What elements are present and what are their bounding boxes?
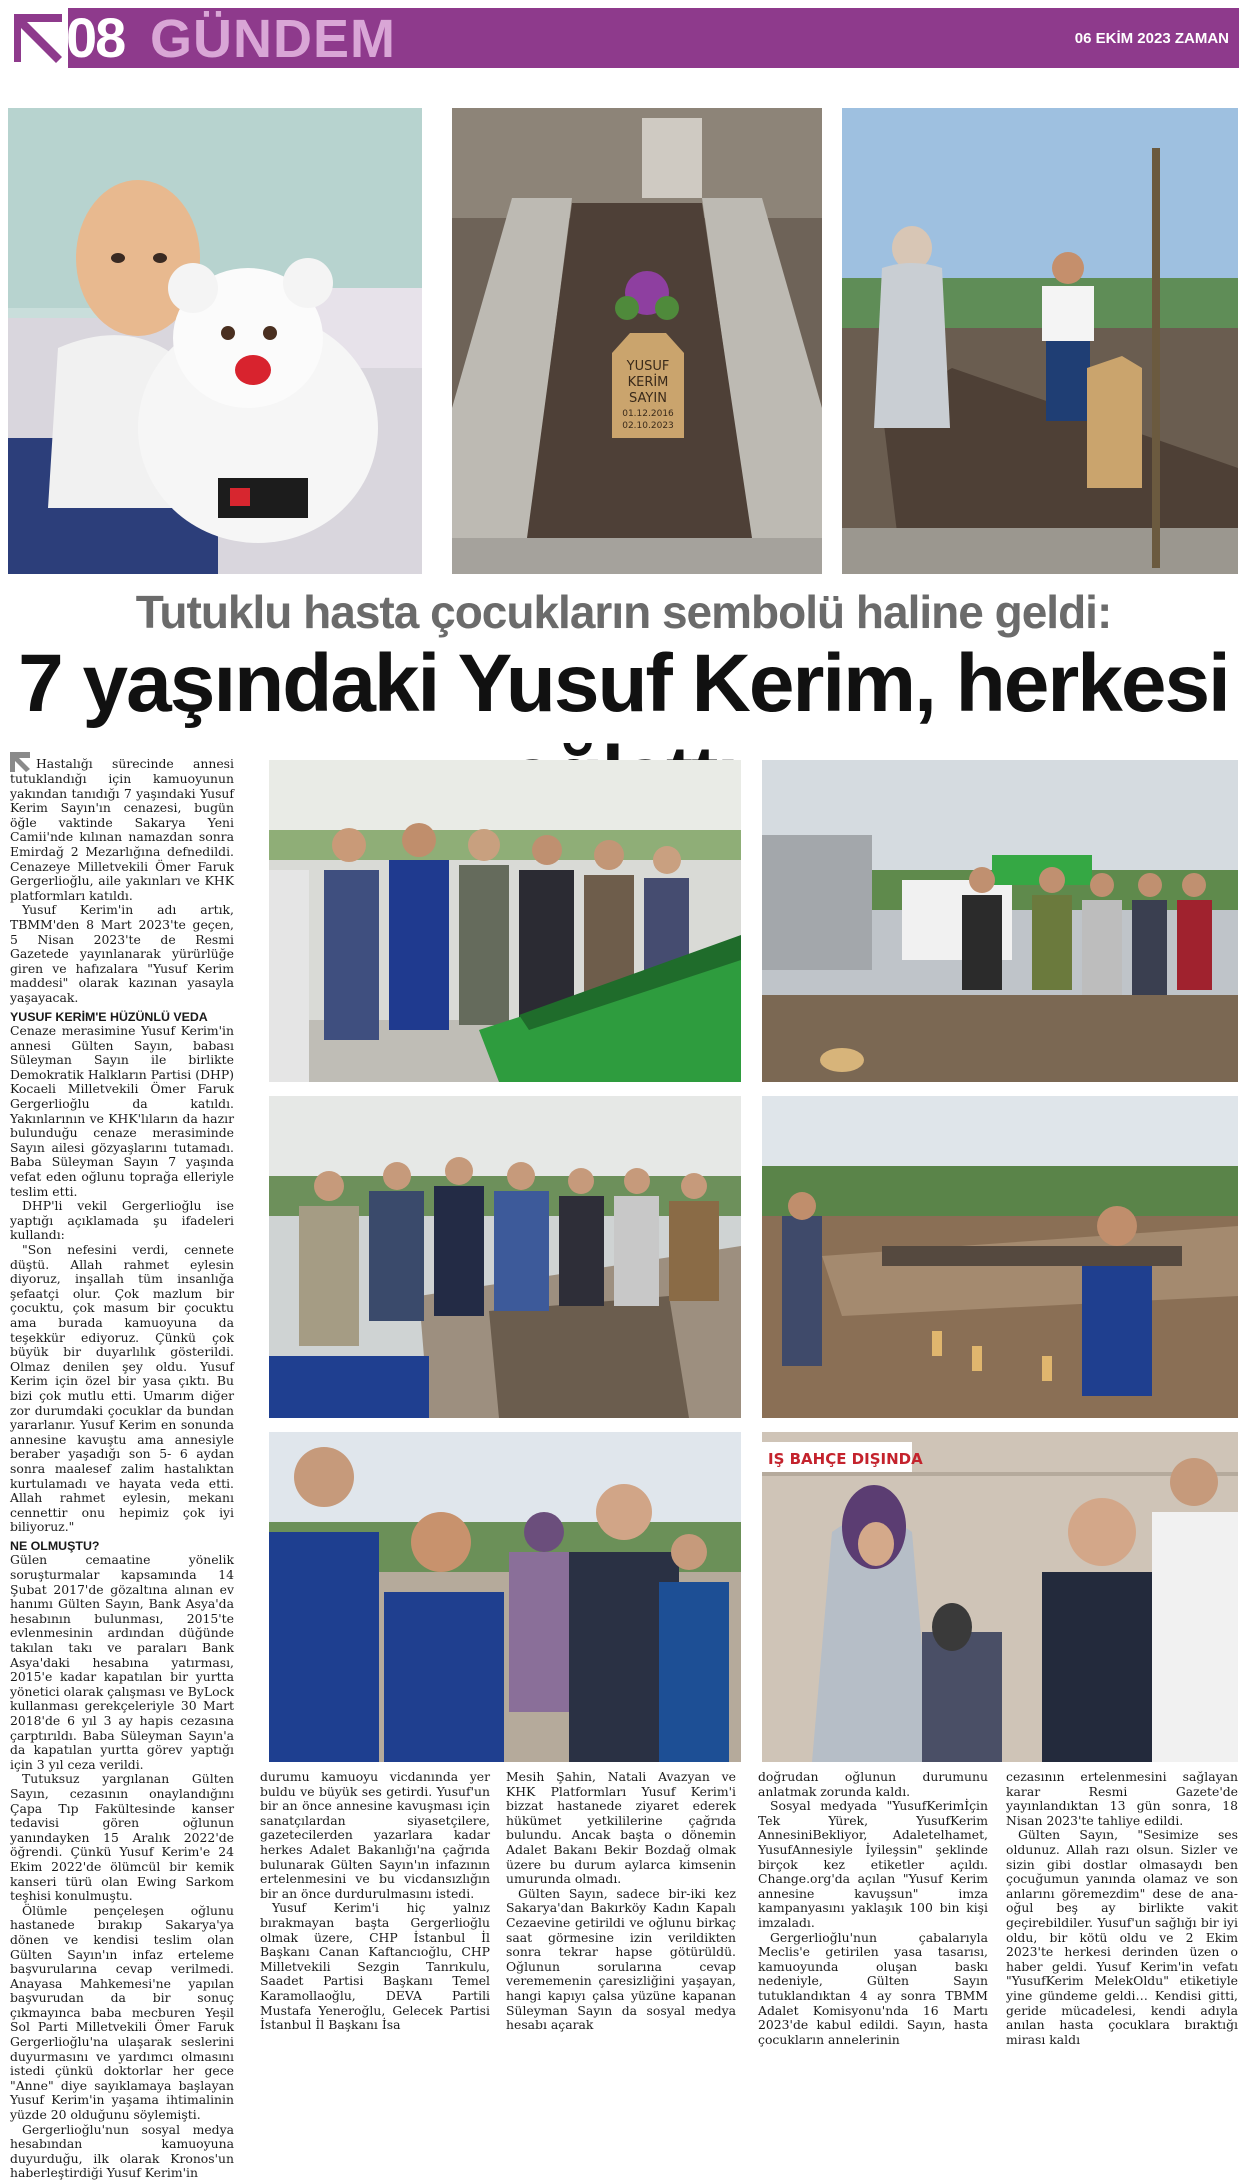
grave-marker-line-5: 02.10.2023 [622,421,674,431]
article-quote: "Son nefesini verdi, cennete düştü. Allah rahmet eylesin diyoruz, inşallah tüm insanlığa şefaatçi olur. Çok mazlum bir çocuktu, çok masum bir çocuktu ama burada kamuoyuna da teşekkür ediyoruz. Çünkü çok büyük bir duyarlılık gösterildi. Olmaz denilen şey oldu. Yusuf Kerim için özel bir yasa çıktı. Bu bizi çok mutlu etti. Umarım diğer zor durumdaki çocuklar da bundan yararlanır. Yusuf Kerim en sonunda annesine kavuştu ama annesiyle beraber yaşadığı son 5- 6 aydan sonra maalesef zalim hastalıktan kurtulamadı ve hayata veda etti. Allah rahmet eylesin, mekanı cennettir onu hepimiz çok iyi biliyoruz." [10,1242,234,1535]
article-paragraph: doğrudan oğlunun durumunu anlatmak zorunda kaldı. [758,1769,988,1799]
article-column-4 [758,1769,988,2047]
photo-condolence [269,1432,741,1762]
subheading-background: NE OLMUŞTU? [10,1538,100,1553]
headline-kicker: Tutuklu hasta çocukların sembolü haline geldi: [135,586,1112,638]
subheading-farewell: YUSUF KERİM'E HÜZÜNLÜ VEDA [10,1009,208,1024]
article-column-2 [260,1769,490,2033]
article-paragraph: durumu kamuoyu vicdanında yer buldu ve büyük ses getirdi. Yusuf'un bir an önce annesine kavuşması için sanatçılardan siyasetçilere, gazetecilerden yazarlara kadar herkes Adalet Bakanlığı'na çağrıda bulunarak Gülten Sayın'ın infazının ertelenmesini ve bu vicdansızlığın bir an önce durdurulmasını istedi. [260,1769,490,1901]
article-paragraph: Mesih Şahin, Natali Avazyan ve KHK Platformları Yusuf Kerim'i bizzat hastanede ziyaret ederek hükümet yetkililerine çağrıda bulundu. Ancak başta o dönemin Adalet Bakanı Bekir Bozdağ olmak üzere bu durum aylarca kimsenin umurunda olmadı. [506,1769,736,1887]
grave-marker-line-4: 01.12.2016 [622,409,674,419]
article-paragraph: Gülten Sayın, "Sesimize ses oldunuz. Allah razı olsun. Sizler ve sizin gibi dostlar olmasaydı ben çocuğumun yanında olamaz ve son anlarını göremezdim" dese de ana-oğul beş ay birlikte vakit geçirebildiler. Yusuf'un sağlığı bir iyi oldu, bir kötü oldu ve 2 Ekim 2023'te herkesi derinden üzen o haber geldi. Yusuf Kerim'in vefatı "YusufKerim MelekOldu" etiketiyle yine gündeme geldi… Kendisi gitti, geride mücadelesi, kendi adıyla anılan hasta çocuklara bıraktığı mirası kaldı [1006,1827,1238,2047]
issue-date: 06 EKİM 2023 ZAMAN [1074,30,1229,47]
photo-child-teddy-bear [8,108,422,574]
arrow-corner-icon [8,8,68,68]
article-paragraph: Gülten Sayın, sadece bir-iki kez Sakarya'dan Bakırköy Kadın Kapalı Cezaevine getirildi ve oğlunu birkaç saat görmesine izin verildikten sonra tekrar hapse götürüldü. Oğlunun sorularına cevap verememenin çaresizliğini yaşayan, hangi kapıyı çalsa yüzüne kapanan Süleyman Sayın da sosyal medya hesabı açarak [506,1885,736,2033]
article-paragraph: Gülen cemaatine yönelik soruşturmalar kapsamında 14 Şubat 2017'de gözaltına alınan ev hanımı Gülten Sayın, Bank Asya'da hesabının bulunması, 2015'te evlenmesinin ardından düğünde takılan takı ve paraları Bank Asya'daki hesabına yatırması, 2015'e kadar kapatılan bir yurtta yönetici olarak çalışması ve ByLock kullanması gerekçeleriyle 30 Mart 2018'de 6 yıl 3 ay hapis cezasına çarptırıldı. Baba Süleyman Sayın'a da kapatılan yurtta görev yaptığı için 3 yıl ceza verildi. [10,1552,234,1772]
article-column-1 [10,752,234,2181]
article-paragraph: Gergerlioğlu'nun çabalarıyla Meclis'e getirilen yasa tasarısı, kamuoyunda oluşan baskı nedeniyle, Gülten Sayın tutuklandıktan 4 ay sonra TBMM Adalet Komisyonu'nda 16 Martı 2023'de kabul edildi. Sayın, hasta çocukların annelerinin [758,1929,988,2047]
article-paragraph: cezasının ertelenmesini sağlayan karar Resmi Gazete'de yayınlandıktan 13 gün sonra, 18 Nisan 2023'te tahliye edildi. [1006,1769,1238,1828]
grave-marker-line-2: KERİM [627,375,669,390]
article-paragraph: Yusuf Kerim'i hiç yalnız bırakmayan başta Gergerlioğlu olmak üzere, CHP İstanbul İl Başkanı Canan Kaftancıoğlu, CHP Milletvekili Sezgin Tanrıkulu, Saadet Partisi Başkanı Temel Karamollaoğlu, DEVA Partili Mustafa Yeneroğlu, Gelecek Partisi İstanbul İl Başkanı İsa [260,1900,490,2033]
page-number: 08 [66,6,125,69]
photo-burial [269,1096,741,1418]
grave-marker-line-3: SAYIN [629,391,667,406]
photo-grave-wooden-marker [452,108,822,574]
photo-funeral-prayer [269,760,741,1082]
article-paragraph: Cenaze merasimine Yusuf Kerim'in annesi Gülten Sayın, babası Süleyman Sayın ile birlikte Demokratik Halkların Partisi (DHP) Kocaeli Milletvekili Ömer Faruk Gergerlioğlu da katıldı. Yakınlarının ve KHK'lıların da hazır bulunduğu cenaze merasiminde Sayın ailesi gözyaşlarını tutamadı. Baba Süleyman Sayın 7 yaşında vefat eden oğlunu toprağa elleriyle teslim etti. [10,1023,234,1199]
headline-title: 7 yaşındaki Yusuf Kerim, herkesi [18,638,1229,729]
article-paragraph: Ölümle pençeleşen oğlunu hastanede bırakıp Sakarya'ya dönen ve kendisi teslim olan Gülten Sayın'ın infaz erteleme başvurularına cevap verilmedi. Anayasa Mahkemesi'ne yapılan başvurudan da bir sonuç çıkmayınca baba mecburen Yeşil Sol Parti Milletvekili Ömer Faruk Gergerlioğlu'na ulaşarak seslerini duyurmasını ve yardımcı olmasını istedi çünkü doktorlar her gece "Anne" diye sayıklamaya başlayan Yusuf Kerim'in yaşama ihtimalinin yüzde 20 olduğunu söylemişti. [10,1902,234,2123]
page-header [8,8,1239,68]
article-column-5 [1006,1769,1238,2047]
photo-mother-at-mosque [762,1432,1238,1762]
arrow-marker-icon [10,752,32,772]
article-paragraph: Yusuf Kerim'in adı artık, TBMM'den 8 Mart 2023'te geçen, 5 Nisan 2023'te de Resmi Gazetede yayınlanarak yürürlüğe giren ve hafızalara "Yusuf Kerim maddesi" olarak kazınan yasayla yaşayacak. [10,902,234,1005]
section-name: GÜNDEM [150,9,396,69]
article-paragraph: Tutuksuz yargılanan Gülten Sayın, cezasının onaylandığını Çapa Tıp Fakültesinde kanser tedavisi gören oğlunun yanındayken 15 Aralık 2022'de öğrendi. Çünkü Yusuf Kerim'e 24 Ekim 2022'de ölümcül bir kemik kanseri türü olan Ewing Sarkom teşhisi konulmuştu. [10,1771,234,1904]
article-paragraph: Hastalığı sürecinde annesi tutuklandığı için kamuoyunun yakından tanıdığı 7 yaşındaki Yusuf Kerim Sayın'ın cenazesi, bugün öğle vaktinde Sakarya Yeni Camii'nde kılınan namazdan sonra Emirdağ 2 Mezarlığına defnedildi. Cenazeye Milletvekili Ömer Faruk Gergerlioğlu, aile yakınları ve KHK platformları katıldı. [10,756,234,903]
article-paragraph: DHP'li vekil Gergerlioğlu ise yaptığı açıklamada şu ifadeleri kullandı: [10,1198,234,1243]
article-paragraph: Gergerlioğlu'nun sosyal medya hesabından kamuoyuna duyurduğu, ilk olarak Kronos'un haberleştirdiği Yusuf Kerim'in [10,2121,234,2181]
mosque-sign-text: IŞ BAHÇE DIŞINDA [768,1450,923,1468]
photo-coffin-carried [762,760,1238,1082]
photo-parents-at-grave [842,108,1238,574]
article-column-3 [506,1769,736,2033]
article-paragraph: Sosyal medyada "YusufKerimİçin Tek Yürek, YusufKerim AnnesiniBekliyor, Adaletelhamet, YusufAnnesiyle İyileşsin" şeklinde birçok kez etiketler açıldı. Change.org'da açılan "Yusuf Kerim annesine kavuşsun" imza kampanyasını yaklaşık 100 bin kişi imzaladı. [758,1798,988,1930]
photo-graveside-prayer [762,1096,1238,1418]
grave-marker-line-1: YUSUF [626,359,670,374]
